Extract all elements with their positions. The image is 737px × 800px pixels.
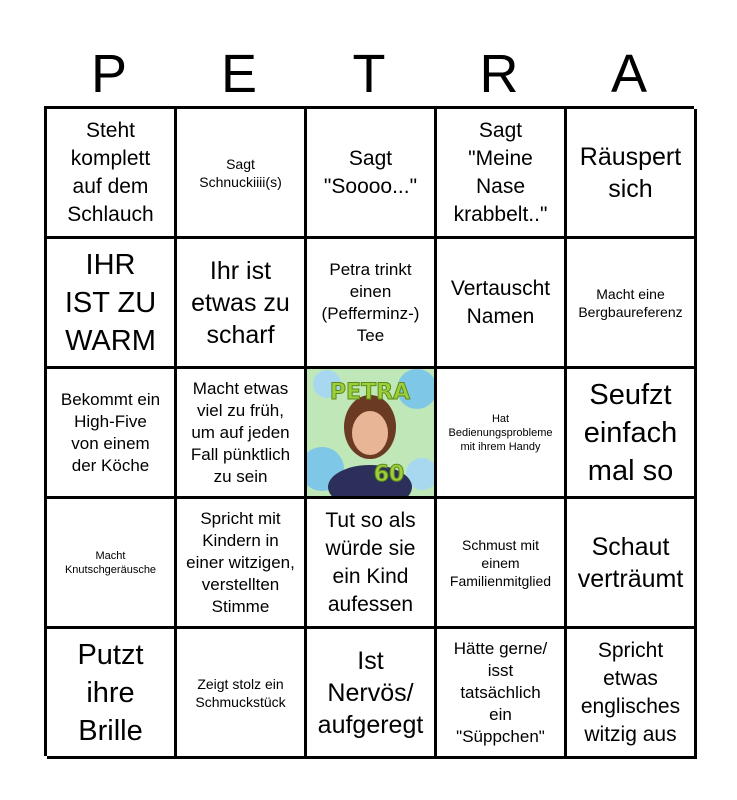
bingo-board [44,106,694,756]
bingo-cell[interactable] [567,629,697,759]
header-letter-r: R [479,44,519,104]
header-letter-a: A [610,44,648,104]
bingo-cell[interactable] [307,629,437,759]
svg-text:PETRA: PETRA [329,380,411,405]
cell-text: Schmust mit einem Familienmitglied [449,536,552,589]
bingo-cell[interactable] [437,239,567,369]
cell-text: Hätte gerne/ isst tatsächlich ein "Süppchen" [453,638,548,746]
cell-text: Spricht etwas englisches witzig aus [580,638,681,746]
bingo-cell[interactable] [177,109,307,239]
cell-text: Tut so als würde sie ein Kind aufessen [325,508,416,616]
bingo-cell[interactable] [47,499,177,629]
cell-text: Ist Nervös/ aufgeregt [317,646,424,739]
bingo-cell[interactable] [177,239,307,369]
bingo-cell[interactable] [307,239,437,369]
bingo-cell[interactable] [177,369,307,499]
bingo-cell[interactable] [567,499,697,629]
bingo-cell[interactable] [47,629,177,759]
svg-text:60: 60 [373,462,405,487]
bingo-cell[interactable] [437,109,567,239]
bingo-cell[interactable] [177,629,307,759]
cell-text: Macht eine Bergbaureferenz [578,285,683,320]
bingo-cell[interactable] [567,239,697,369]
cell-text: Hat Bedienungsprobleme mit ihrem Handy [448,412,553,453]
cell-text: Petra trinkt einen (Pefferminz-) Tee [321,259,420,345]
cell-text: Macht etwas viel zu früh, um auf jeden Fall pünktlich zu sein [190,378,291,486]
bingo-cell[interactable] [437,369,567,499]
bingo-cell[interactable] [307,499,437,629]
bingo-cell[interactable] [437,499,567,629]
cell-text: Sagt Schnuckiiii(s) [199,155,282,190]
cell-text: Macht Knutschgeräusche [64,549,157,576]
header-letter-p: P [90,44,128,104]
bingo-cell[interactable] [47,109,177,239]
bingo-cell[interactable] [47,369,177,499]
cell-text: Seufzt einfach mal so [583,378,678,487]
bingo-cell[interactable] [47,239,177,369]
cell-text: Zeigt stolz ein Schmuckstück [195,675,286,710]
cell-text: Sagt "Soooo..." [323,146,418,198]
cell-text: Bekommt ein High-Five von einem der Köche [60,389,161,475]
cell-text: IHR IST ZU WARM [64,248,157,357]
cell-text: Vertauscht Namen [450,276,551,328]
bingo-cell[interactable] [437,629,567,759]
cell-text: Ihr ist etwas zu scharf [191,256,290,349]
cell-text: Schaut verträumt [577,532,684,593]
center-free-space[interactable] [307,369,437,499]
cell-text: Steht komplett auf dem Schlauch [67,118,154,226]
cell-text: Putzt ihre Brille [77,638,144,747]
header-letter-t: T [352,44,386,104]
bingo-cell[interactable] [567,109,697,239]
header-letter-e: E [220,44,258,104]
cell-text: Räuspert sich [579,142,682,203]
bingo-header [44,42,694,106]
bingo-cell[interactable] [307,109,437,239]
cell-text: Sagt "Meine Nase krabbelt.." [453,118,548,226]
bingo-cell[interactable] [567,369,697,499]
cell-text: Spricht mit Kindern in einer witzigen, verstellten Stimme [186,508,295,616]
petra-portrait-image [307,369,434,496]
bingo-cell[interactable] [177,499,307,629]
